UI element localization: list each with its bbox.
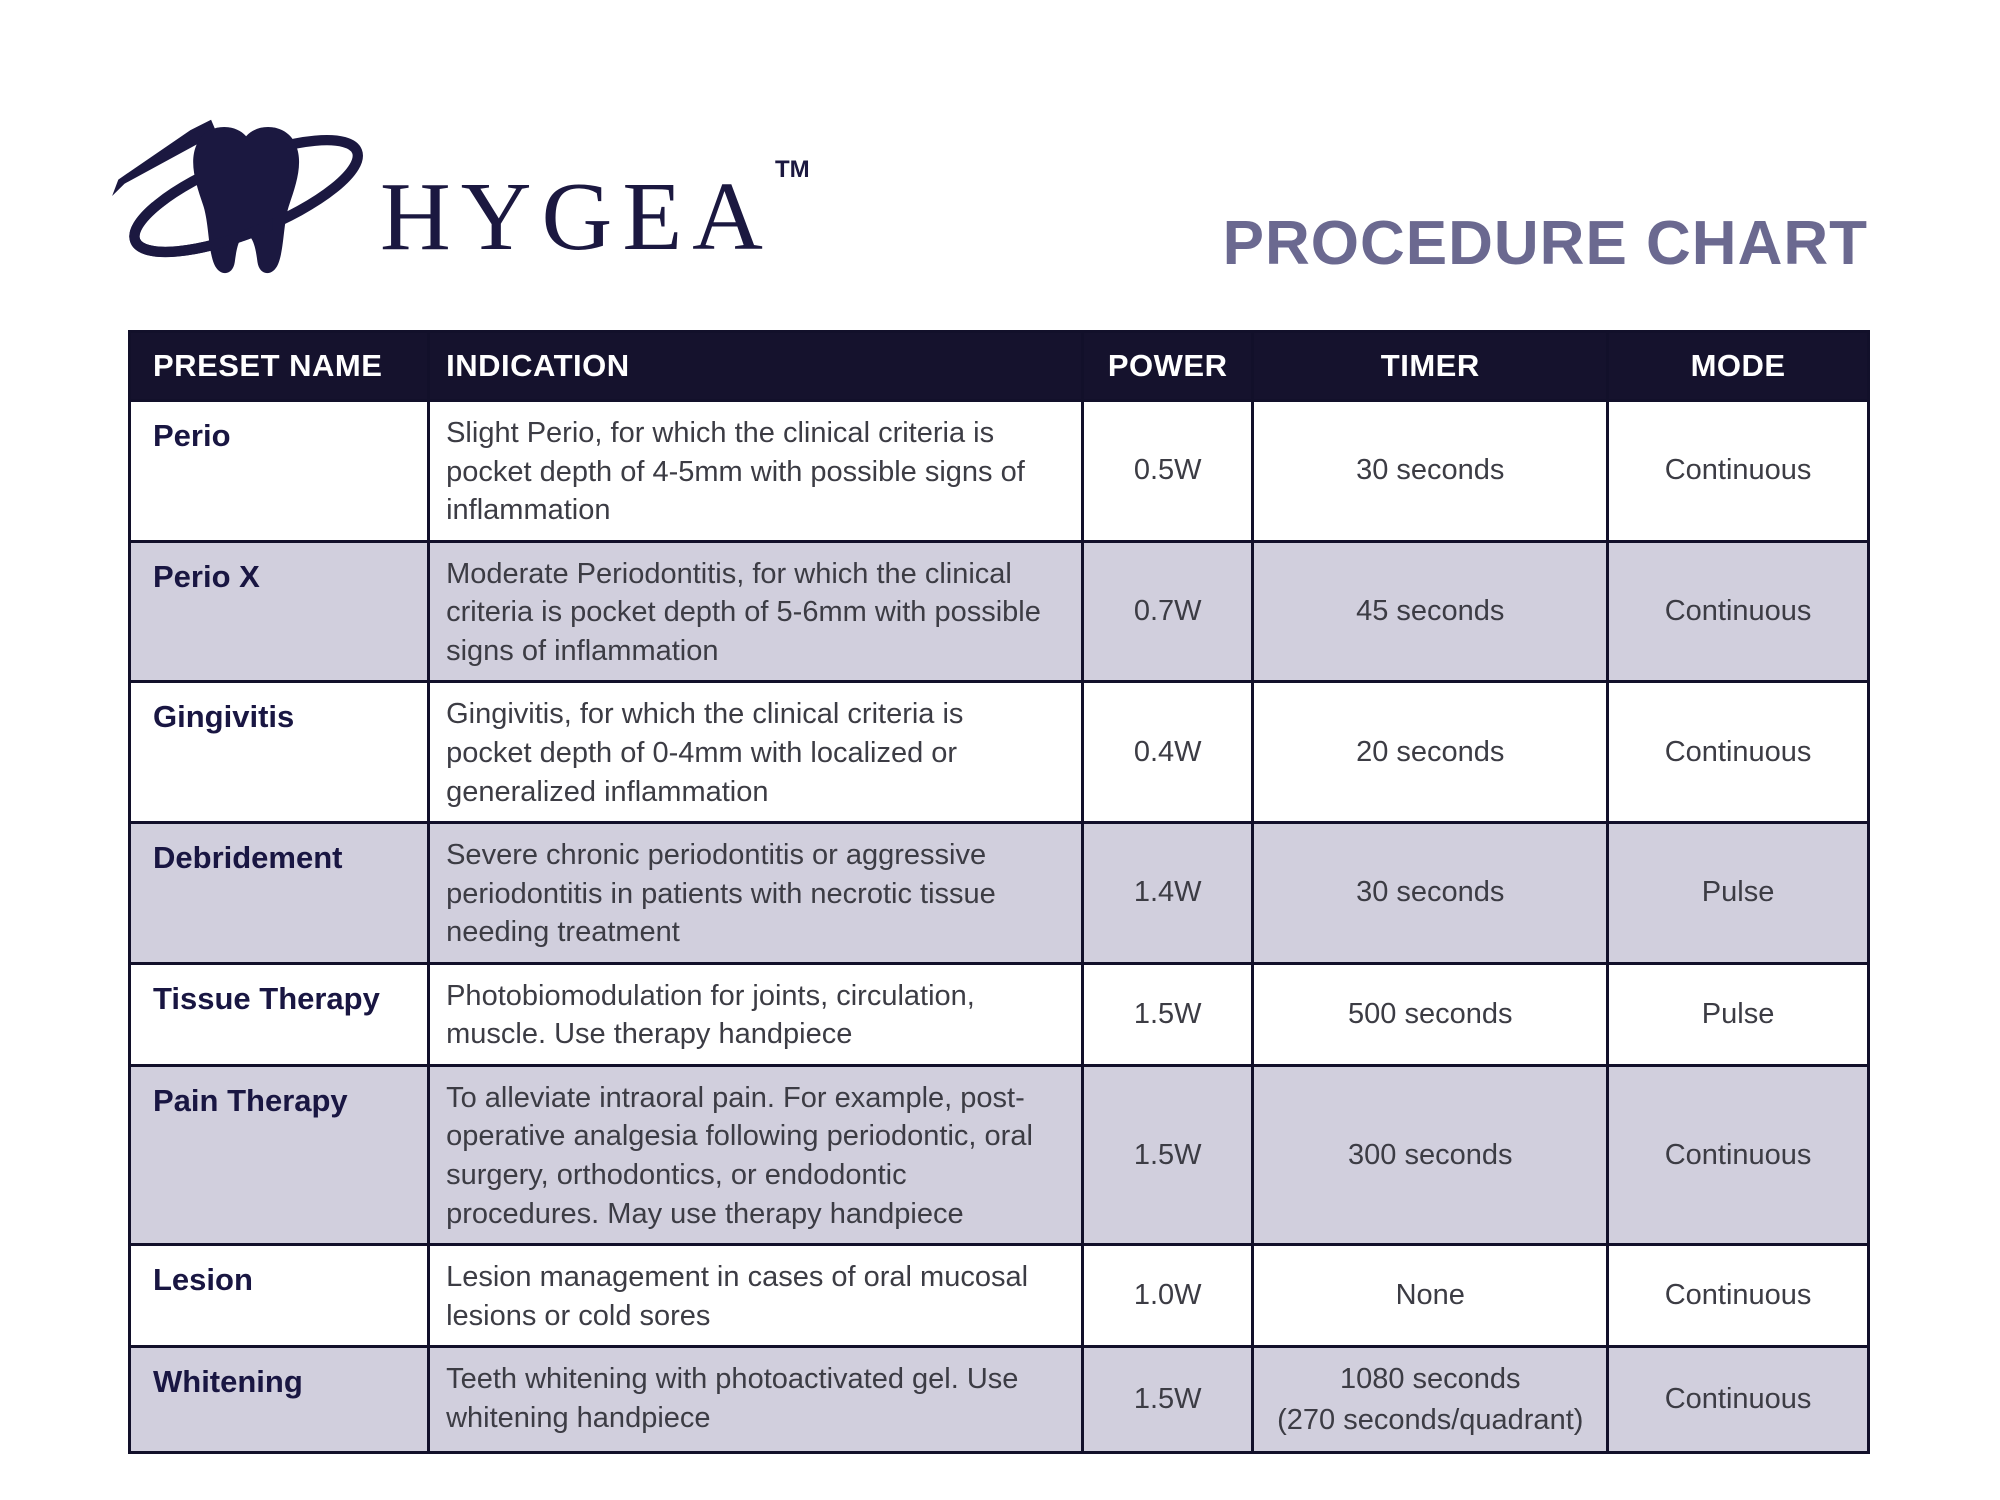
procedure-table-body — [130, 401, 1869, 1453]
table-row — [130, 541, 1869, 682]
preset-name-cell: Pain Therapy — [130, 1065, 429, 1244]
brand-logo — [108, 68, 808, 320]
table-row — [130, 401, 1869, 542]
tooth-laser-icon — [108, 68, 376, 320]
indication-cell: Photobiomodulation for joints, circulation, muscle. Use therapy handpiece — [429, 963, 1083, 1065]
table-row — [130, 1347, 1869, 1453]
power-cell: 0.5W — [1082, 401, 1252, 542]
timer-value: 45 seconds — [1356, 595, 1505, 628]
timer-value: None — [1395, 1279, 1465, 1312]
timer-value: 300 seconds — [1348, 1138, 1513, 1171]
timer-cell — [1253, 823, 1608, 964]
timer-value: 30 seconds — [1356, 454, 1505, 487]
preset-name-cell: Gingivitis — [130, 682, 429, 823]
preset-name-cell: Perio X — [130, 541, 429, 682]
table-row — [130, 963, 1869, 1065]
timer-cell — [1253, 963, 1608, 1065]
table-header — [130, 332, 1869, 401]
preset-name-cell: Tissue Therapy — [130, 963, 429, 1065]
timer-value: 500 seconds — [1348, 997, 1513, 1030]
power-cell: 1.0W — [1082, 1245, 1252, 1347]
mode-cell: Continuous — [1608, 541, 1869, 682]
power-cell: 1.5W — [1082, 1065, 1252, 1244]
power-cell: 1.5W — [1082, 1347, 1252, 1453]
column-header-power: POWER — [1082, 332, 1252, 401]
power-cell: 1.4W — [1082, 823, 1252, 964]
column-header-indication: INDICATION — [429, 332, 1083, 401]
timer-note: (270 seconds/quadrant) — [1277, 1403, 1584, 1436]
timer-value: 1080 seconds — [1339, 1362, 1521, 1395]
table-row — [130, 682, 1869, 823]
column-header-mode: MODE — [1608, 332, 1869, 401]
column-header-timer: TIMER — [1253, 332, 1608, 401]
timer-cell — [1253, 1347, 1608, 1453]
preset-name-cell: Perio — [130, 401, 429, 542]
table-row — [130, 823, 1869, 964]
indication-cell: Slight Perio, for which the clinical criteria is pocket depth of 4-5mm with possible signs of inflammation — [429, 401, 1083, 542]
indication-cell: Gingivitis, for which the clinical criteria is pocket depth of 0-4mm with localized or generalized inflammation — [429, 682, 1083, 823]
timer-cell — [1253, 541, 1608, 682]
timer-cell — [1253, 401, 1608, 542]
mode-cell: Continuous — [1608, 1065, 1869, 1244]
power-cell: 1.5W — [1082, 963, 1252, 1065]
power-cell: 0.4W — [1082, 682, 1252, 823]
timer-cell — [1253, 682, 1608, 823]
timer-cell — [1253, 1245, 1608, 1347]
preset-name-cell: Whitening — [130, 1347, 429, 1453]
column-header-preset-name: PRESET NAME — [130, 332, 429, 401]
preset-name-cell: Debridement — [130, 823, 429, 964]
mode-cell: Continuous — [1608, 1245, 1869, 1347]
indication-cell: Moderate Periodontitis, for which the clinical criteria is pocket depth of 5-6mm with possible signs of inflammation — [429, 541, 1083, 682]
timer-value: 30 seconds — [1356, 876, 1505, 909]
power-cell: 0.7W — [1082, 541, 1252, 682]
mode-cell: Continuous — [1608, 682, 1869, 823]
brand-name: HYGEA™ — [380, 156, 810, 271]
mode-cell: Continuous — [1608, 401, 1869, 542]
header-row — [130, 332, 1869, 401]
indication-cell: Severe chronic periodontitis or aggressive periodontitis in patients with necrotic tissue needing treatment — [429, 823, 1083, 964]
indication-cell: Teeth whitening with photoactivated gel. Use whitening handpiece — [429, 1347, 1083, 1453]
mode-cell: Pulse — [1608, 963, 1869, 1065]
procedure-table — [128, 330, 1870, 1454]
trademark-mark: TM — [774, 156, 810, 184]
timer-cell — [1253, 1065, 1608, 1244]
indication-cell: Lesion management in cases of oral mucosal lesions or cold sores — [429, 1245, 1083, 1347]
table-row — [130, 1065, 1869, 1244]
indication-cell: To alleviate intraoral pain. For example, post-operative analgesia following periodontic, oral surgery, orthodontics, or endodontic procedures. May use therapy handpiece — [429, 1065, 1083, 1244]
timer-value: 20 seconds — [1356, 735, 1505, 768]
preset-name-cell: Lesion — [130, 1245, 429, 1347]
page-title: PROCEDURE CHART — [1222, 209, 1868, 278]
table-row — [130, 1245, 1869, 1347]
mode-cell: Continuous — [1608, 1347, 1869, 1453]
mode-cell: Pulse — [1608, 823, 1869, 964]
